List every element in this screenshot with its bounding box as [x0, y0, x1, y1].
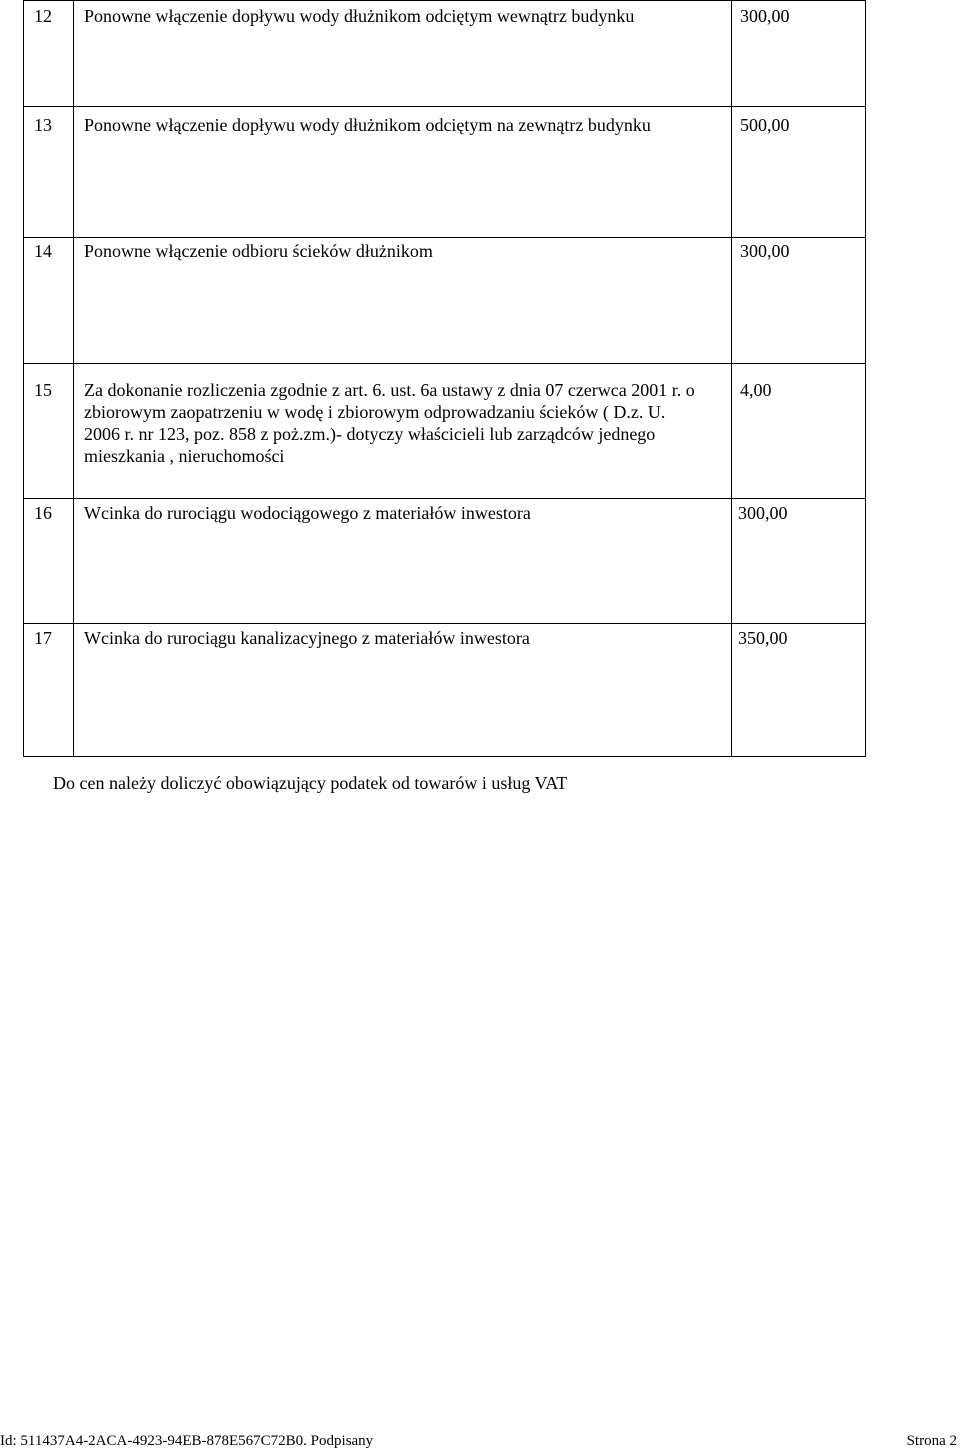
table-row [24, 498, 865, 623]
row-price: 300,00 [740, 6, 790, 26]
row-description: Ponowne włączenie dopływu wody dłużnikom odciętym wewnątrz budynku [84, 6, 635, 26]
row-price: 350,00 [738, 628, 788, 648]
table-row [24, 237, 865, 363]
row-number: 13 [34, 115, 52, 135]
row-number: 17 [34, 628, 52, 648]
row-price: 300,00 [738, 503, 788, 523]
table-row [24, 106, 865, 237]
row-description: Za dokonanie rozliczenia zgodnie z art. 6. ust. 6a ustawy z dnia 07 czerwca 2001 r. o zbiorowym zaopatrzeniu w wodę i zbiorowym odprowadzaniu ścieków ( D.z. U. 2006 r. nr 123, poz. 858 z poż.zm.)- dotyczy właścicieli lub zarządców jednego mieszkania , nieruchomości [84, 380, 695, 466]
row-price: 4,00 [740, 380, 772, 400]
row-price: 500,00 [740, 115, 790, 135]
row-number: 15 [34, 380, 52, 400]
table-row [24, 363, 865, 498]
row-price: 300,00 [740, 241, 790, 261]
row-description: Ponowne włączenie dopływu wody dłużnikom odciętym na zewnątrz budynku [84, 115, 651, 135]
table-row [24, 1, 865, 106]
document-id-footer: Id: 511437A4-2ACA-4923-94EB-878E567C72B0. Podpisany [0, 1433, 374, 1449]
row-number: 16 [34, 503, 52, 523]
row-number: 12 [34, 6, 52, 26]
row-description: Ponowne włączenie odbioru ścieków dłużnikom [84, 241, 433, 261]
table-row [24, 623, 865, 757]
row-description: Wcinka do rurociągu kanalizacyjnego z materiałów inwestora [84, 628, 530, 648]
row-number: 14 [34, 241, 52, 261]
page-number-footer: Strona 2 [906, 1433, 957, 1449]
fees-table [23, 0, 866, 757]
vat-note: Do cen należy doliczyć obowiązujący podatek od towarów i usług VAT [53, 773, 568, 793]
row-description: Wcinka do rurociągu wodociągowego z materiałów inwestora [84, 503, 531, 523]
